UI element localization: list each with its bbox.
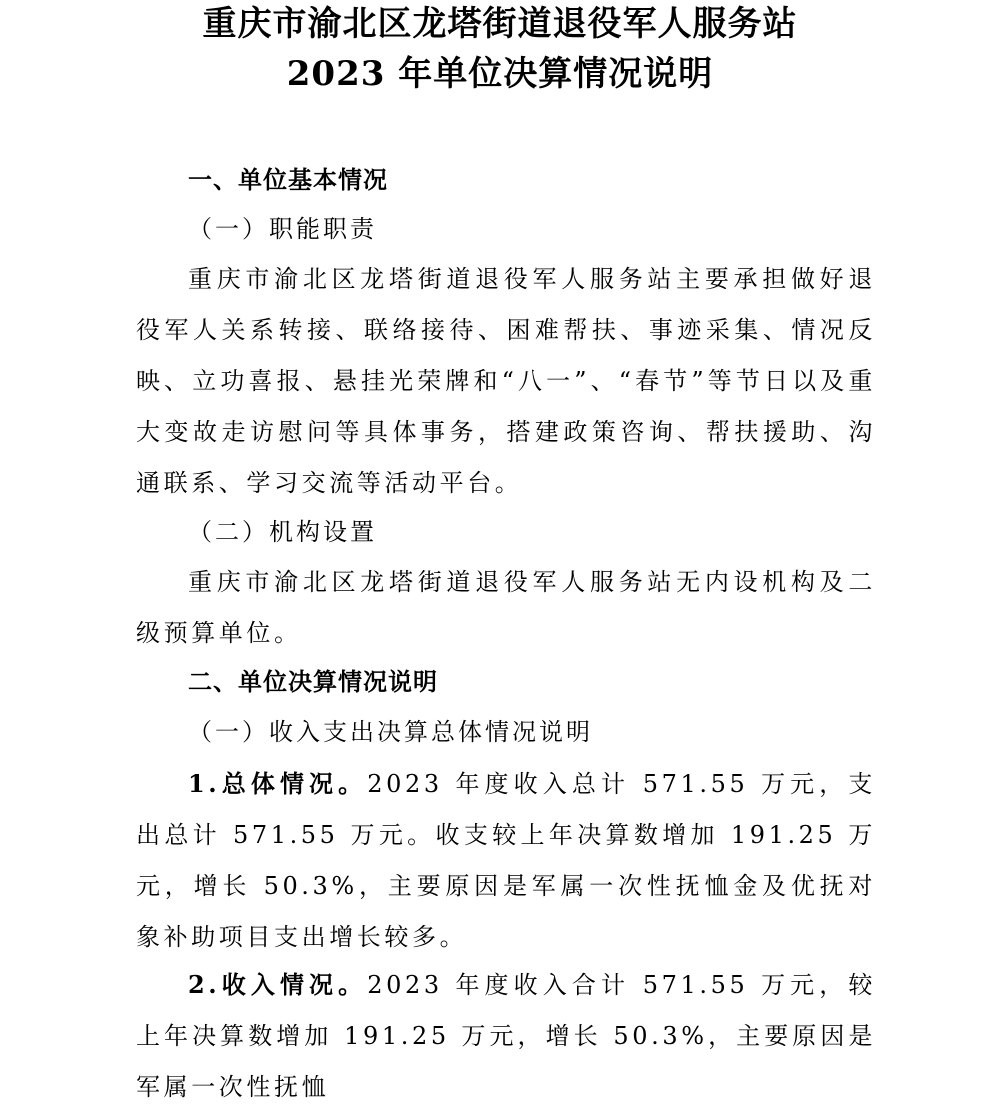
section-1-heading: 一、单位基本情况 (188, 165, 388, 194)
section-1-1-paragraph: 重庆市渝北区龙塔街道退役军人服务站主要承担做好退役军人关系转接、联络接待、困难帮扶、事迹采集、情况反映、立功喜报、悬挂光荣牌和“八一”、“春节”等节日以及重大变故走访慰问等具体事务，搭建政策咨询、帮扶援助、沟通联系、学习交流等活动平台。 (136, 265, 876, 497)
document-title-line-2: 2023 年单位决算情况说明 (286, 54, 714, 94)
income-situation-text: 2023 年度收入合计 571.55 万元，较上年决算数增加 191.25 万元，增长 50.3%，主要原因是军属一次性抚恤 (136, 971, 876, 1101)
document-title-line-1: 重庆市渝北区龙塔街道退役军人服务站 (202, 4, 798, 44)
overall-situation-text: 2023 年度收入总计 571.55 万元，支出总计 571.55 万元。收支较上年决算数增加 191.25 万元，增长 50.3%，主要原因是军属一次性抚恤金及优抚对象补助项目支出增长较多。 (136, 770, 876, 951)
section-2-heading: 二、单位决算情况说明 (188, 667, 438, 696)
section-1-2-heading: （二）机构设置 (188, 518, 377, 546)
section-1-2-paragraph: 重庆市渝北区龙塔街道退役军人服务站无内设机构及二级预算单位。 (136, 568, 876, 647)
section-1-1-heading: （一）职能职责 (188, 215, 377, 243)
income-situation-label: 2.收入情况。 (188, 970, 368, 999)
overall-situation-label: 1.总体情况。 (188, 769, 368, 798)
overall-situation-paragraph (136, 758, 876, 963)
income-situation-paragraph (136, 959, 876, 1113)
section-2-1-heading: （一）收入支出决算总体情况说明 (188, 718, 593, 746)
